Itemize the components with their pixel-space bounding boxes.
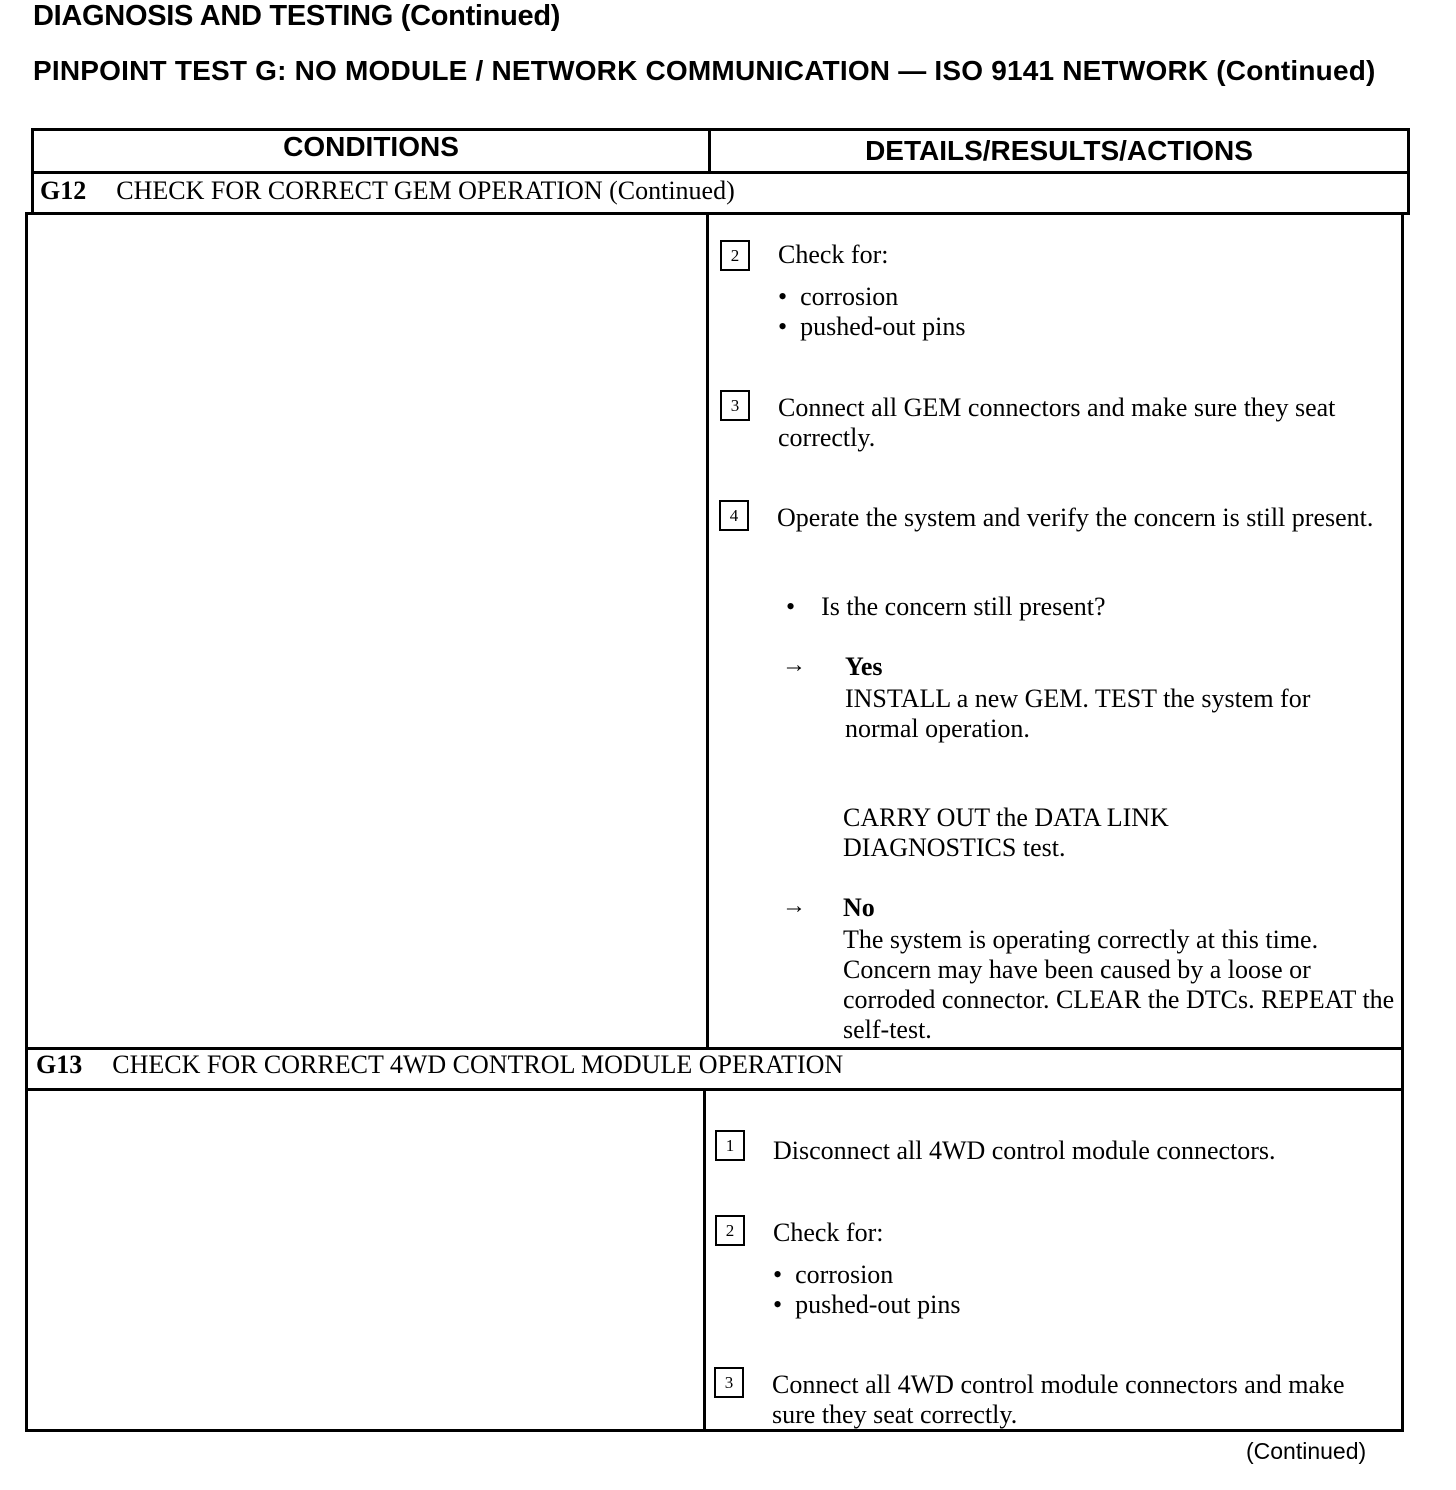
g12-no-text: The system is operating correctly at this time. Concern may have been caused by a loose or corroded connector. CLEAR the DTCs. REPEAT the self-test. xyxy=(843,925,1395,1044)
g13-step3-number: 3 xyxy=(714,1367,744,1398)
g12-step2-text: Check for: xyxy=(778,240,889,269)
table-border-left-lower xyxy=(25,212,28,1432)
g12-title-bottom xyxy=(27,212,1407,215)
g12-step-heading: CHECK FOR CORRECT GEM OPERATION (Continued) xyxy=(116,176,735,205)
g12-step-code: G12 xyxy=(40,176,87,205)
g12-step2-bullet-1-text: corrosion xyxy=(800,282,899,311)
g13-step2-bullet-1-text: corrosion xyxy=(795,1260,894,1289)
g13-step2-bullet-1: • corrosion xyxy=(773,1260,894,1289)
g12-step2-bullet-2-text: pushed-out pins xyxy=(800,312,966,341)
g12-step-title xyxy=(40,176,735,206)
page-title: DIAGNOSIS AND TESTING (Continued) xyxy=(33,0,561,32)
g12-step4-text: Operate the system and verify the concern is still present. xyxy=(777,503,1374,532)
g12-question-text: Is the concern still present? xyxy=(821,592,1106,621)
table-column-divider-g12 xyxy=(706,212,709,1050)
g12-step2-bullet-1: • corrosion xyxy=(778,282,899,311)
g13-step2-number: 2 xyxy=(715,1215,745,1246)
g12-step2-bullet-2: • pushed-out pins xyxy=(778,312,966,341)
g13-step3-text: Connect all 4WD control module connectors and make sure they seat correctly. xyxy=(772,1370,1345,1429)
details-column-header: DETAILS/RESULTS/ACTIONS xyxy=(865,135,1253,166)
continued-label: (Continued) xyxy=(1246,1438,1367,1464)
g13-title-bottom xyxy=(26,1088,1404,1091)
g13-step2-text: Check for: xyxy=(773,1218,884,1247)
conditions-column-header: CONDITIONS xyxy=(283,131,459,162)
g13-step-code: G13 xyxy=(36,1050,83,1079)
g12-no-arrow-icon: → xyxy=(782,893,806,919)
g13-step2-bullet-2: • pushed-out pins xyxy=(773,1290,961,1319)
g12-yes-text-2: CARRY OUT the DATA LINK DIAGNOSTICS test. xyxy=(843,803,1169,862)
g13-step1-text: Disconnect all 4WD control module connectors. xyxy=(773,1136,1276,1165)
pinpoint-test-title: PINPOINT TEST G: NO MODULE / NETWORK COMMUNICATION — ISO 9141 NETWORK (Continued) xyxy=(33,55,1376,86)
table-border-right-lower xyxy=(1401,212,1404,1432)
g12-yes-text: INSTALL a new GEM. TEST the system for normal operation. xyxy=(845,684,1311,743)
g12-question: • Is the concern still present? xyxy=(786,592,1106,621)
table-column-divider-g13 xyxy=(703,1088,706,1432)
g13-step-title xyxy=(36,1050,843,1080)
g12-step4-number: 4 xyxy=(719,500,749,531)
g12-step3-number: 3 xyxy=(720,390,750,421)
g13-step-heading: CHECK FOR CORRECT 4WD CONTROL MODULE OPERATION xyxy=(112,1050,844,1079)
g13-step2-bullet-2-text: pushed-out pins xyxy=(795,1290,961,1319)
g12-yes-arrow-icon: → xyxy=(782,652,806,678)
g13-step1-number: 1 xyxy=(715,1130,745,1161)
g12-step2-number: 2 xyxy=(720,240,750,271)
g12-step3-text: Connect all GEM connectors and make sure they seat correctly. xyxy=(778,393,1336,452)
table-header-bottom xyxy=(31,171,1410,174)
g12-yes-label: Yes xyxy=(845,652,883,681)
g12-no-label: No xyxy=(843,893,875,922)
